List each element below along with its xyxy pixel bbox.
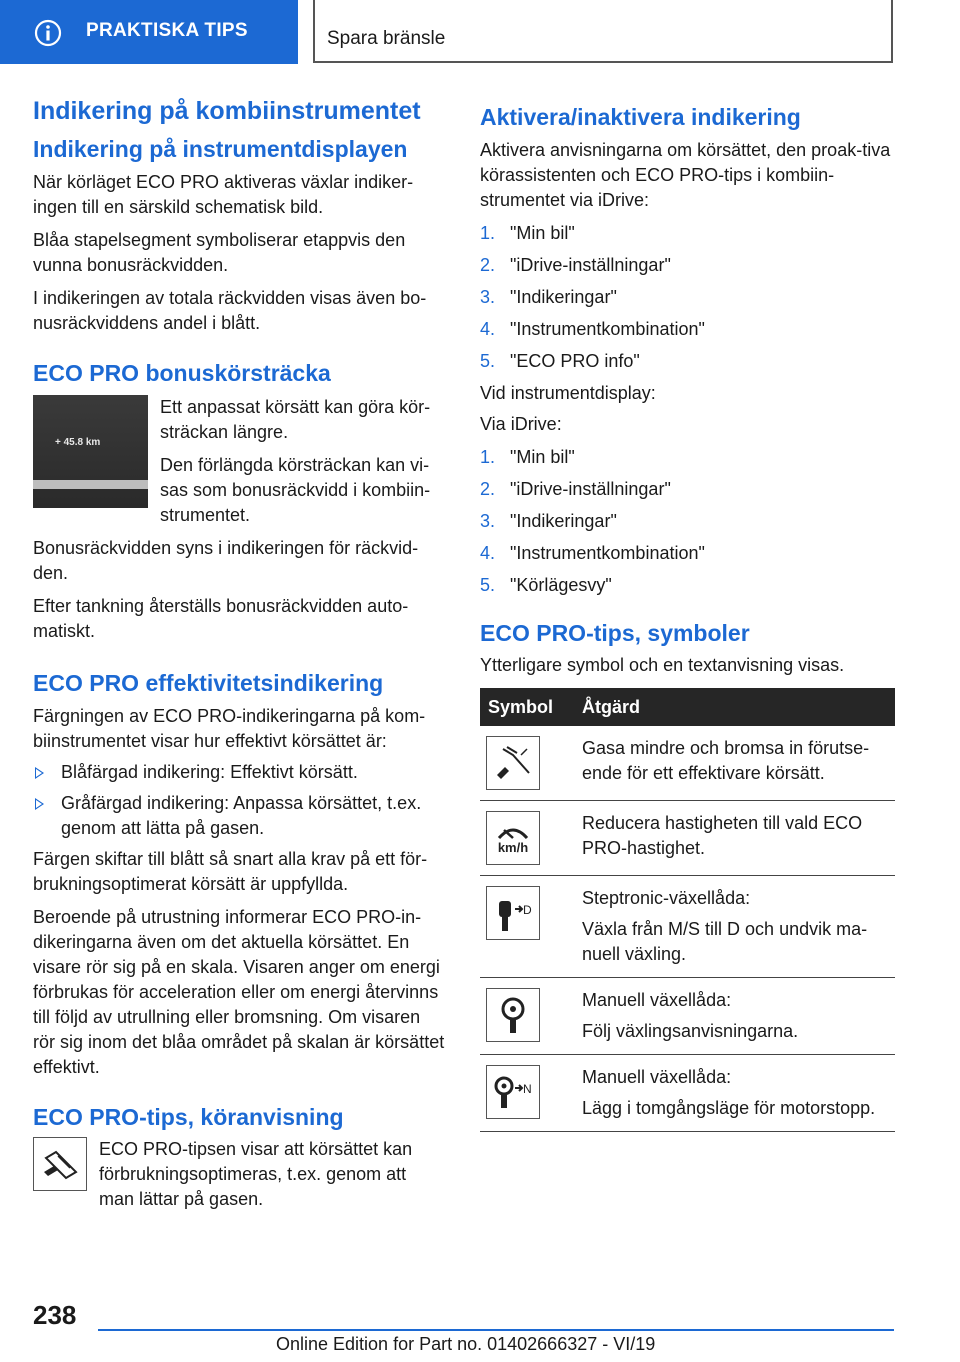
heading-bonus: ECO PRO bonuskörsträcka: [33, 359, 331, 386]
section-label: PRAKTISKA TIPS: [86, 20, 248, 41]
action-text: Lägg i tomgångsläge för motorstopp.: [582, 1098, 876, 1119]
table-row: [480, 801, 895, 876]
paragraph: Efter tankning återställs bonusräckvidden auto-matiskt.: [33, 596, 409, 642]
action-text: Växla från M/S till D och undvik ma-nuell växling.: [582, 919, 868, 965]
steps-list-2: [480, 445, 895, 598]
paragraph: ECO PRO-tipsen visar att körsättet kan förbrukningsoptimeras, t.ex. genom att man lättar på gasen.: [99, 1139, 413, 1210]
action-text: Steptronic-växellåda:: [582, 888, 751, 909]
edition-text: Online Edition for Part no. 01402666327 - VI/19: [276, 1334, 656, 1354]
triangle-bullet-icon: [35, 767, 44, 779]
paragraph: Färgen skiftar till blått så snart alla krav på ett för-brukningsoptimerat körsätt är uppfyllda.: [33, 848, 428, 894]
icon-label: N: [523, 1082, 532, 1097]
table-row: [480, 876, 895, 978]
tip-figure: [33, 1137, 446, 1212]
action-text: Följ växlingsanvisningarna.: [582, 1021, 799, 1042]
list-item: 5. "Körlägesvy": [480, 574, 612, 595]
heading-symbols: ECO PRO-tips, symboler: [480, 619, 750, 646]
table-row: [480, 1055, 895, 1132]
action-text: Manuell växellåda:: [582, 990, 732, 1011]
list-item: 1. "Min bil": [480, 446, 575, 467]
page-footer: [0, 1290, 960, 1362]
bonus-range-reading: + 45.8 km: [55, 437, 101, 449]
action-text: Gasa mindre och bromsa in förutse-ende för ett effektivare körsätt.: [582, 738, 870, 784]
list-item: 4. "Instrumentkombination": [480, 318, 705, 339]
table-header-action: Åtgärd: [574, 688, 895, 726]
icon-label: D: [523, 903, 532, 918]
paragraph: Ett anpassat körsätt kan göra kör-sträckan längre.: [160, 397, 431, 443]
bonus-range-image: [33, 395, 148, 508]
foot-pedal-icon: [33, 1137, 87, 1191]
display-strip: [33, 480, 148, 489]
icon-label: km/h: [497, 839, 529, 855]
heading-main: Indikering på kombiinstrumentet: [33, 97, 421, 125]
paragraph: I indikeringen av totala räckvidden visas även bo-nusräckviddens andel i blått.: [33, 287, 427, 333]
table-row: [480, 978, 895, 1055]
table-header-symbol: Symbol: [480, 688, 574, 726]
paragraph: Ytterligare symbol och en textanvisning visas.: [480, 655, 845, 676]
triangle-bullet-icon: [35, 798, 44, 810]
paragraph: Aktivera anvisningarna om körsättet, den proak-tiva körassistenten och ECO PRO-tips i kombiin-strumentet via iDrive:: [480, 139, 891, 210]
symbols-table: [480, 688, 895, 1132]
foot-pedal-icon: [486, 736, 540, 790]
gear-lever-icon: [486, 988, 540, 1042]
list-item: 2. "iDrive-inställningar": [480, 478, 671, 499]
paragraph: Vid instrumentdisplay:: [480, 382, 656, 403]
steps-list-1: [480, 221, 895, 374]
paragraph: Färgningen av ECO PRO-indikeringarna på kom-biinstrumentet visar hur effektivt körsättet är:: [33, 705, 426, 751]
action-text: Reducera hastigheten till vald ECO PRO-hastighet.: [582, 813, 863, 859]
heading-instrument-display: Indikering på instrumentdisplayen: [33, 136, 408, 162]
section-tab[interactable]: [0, 0, 298, 64]
gear-lever-n-icon: [486, 1065, 540, 1119]
paragraph: Via iDrive:: [480, 413, 562, 434]
list-item: 4. "Instrumentkombination": [480, 542, 705, 563]
page-number: 238: [33, 1300, 77, 1330]
page-header: [0, 0, 960, 68]
list-item: 3. "Indikeringar": [480, 510, 617, 531]
heading-activate: Aktivera/inaktivera indikering: [480, 104, 801, 130]
right-column: [480, 96, 895, 1132]
bonus-figure: [33, 395, 446, 528]
chapter-tab[interactable]: [313, 0, 893, 63]
paragraph: Bonusräckvidden syns i indikeringen för räckvid-den.: [33, 538, 419, 584]
info-icon: [34, 19, 62, 47]
left-column: [33, 96, 446, 1212]
list-item: 3. "Indikeringar": [480, 286, 617, 307]
chapter-label: Spara bränsle: [327, 28, 446, 49]
heading-efficiency: ECO PRO effektivitetsindikering: [33, 670, 384, 697]
list-item: Blåfärgad indikering: Effektivt körsätt.: [33, 760, 446, 785]
table-row: [480, 726, 895, 801]
list-item: 2. "iDrive-inställningar": [480, 254, 671, 275]
action-text: Manuell växellåda:: [582, 1067, 732, 1088]
footer-divider: [98, 1329, 894, 1331]
paragraph: Blåa stapelsegment symboliserar etappvis den vunna bonusräckvidden.: [33, 229, 406, 275]
list-item: Gråfärgad indikering: Anpassa körsättet, t.ex. genom att lätta på gasen.: [33, 791, 446, 841]
paragraph: Beroende på utrustning informerar ECO PRO-in-dikeringarna även om det aktuella körsättet. En visare rör sig på en skala. Visaren anger om energi förbrukas för acceleration eller om energi återvinns till följd av utrullning eller bromsning. Om visaren rör sig inom det blåa området på skalan är körsättet effektivt.: [33, 906, 445, 1077]
paragraph: När körläget ECO PRO aktiveras växlar indiker-ingen till en särskild schematisk bild.: [33, 171, 414, 217]
heading-tips: ECO PRO-tips, köranvisning: [33, 1103, 344, 1130]
gear-selector-d-icon: [486, 886, 540, 940]
list-item: 1. "Min bil": [480, 222, 575, 243]
paragraph: Den förlängda körsträckan kan vi-sas som bonusräckvidd i kombiin-strumentet.: [160, 455, 431, 526]
speedometer-icon: [486, 811, 540, 865]
bullet-list: [33, 760, 446, 841]
list-item: 5. "ECO PRO info": [480, 350, 640, 371]
